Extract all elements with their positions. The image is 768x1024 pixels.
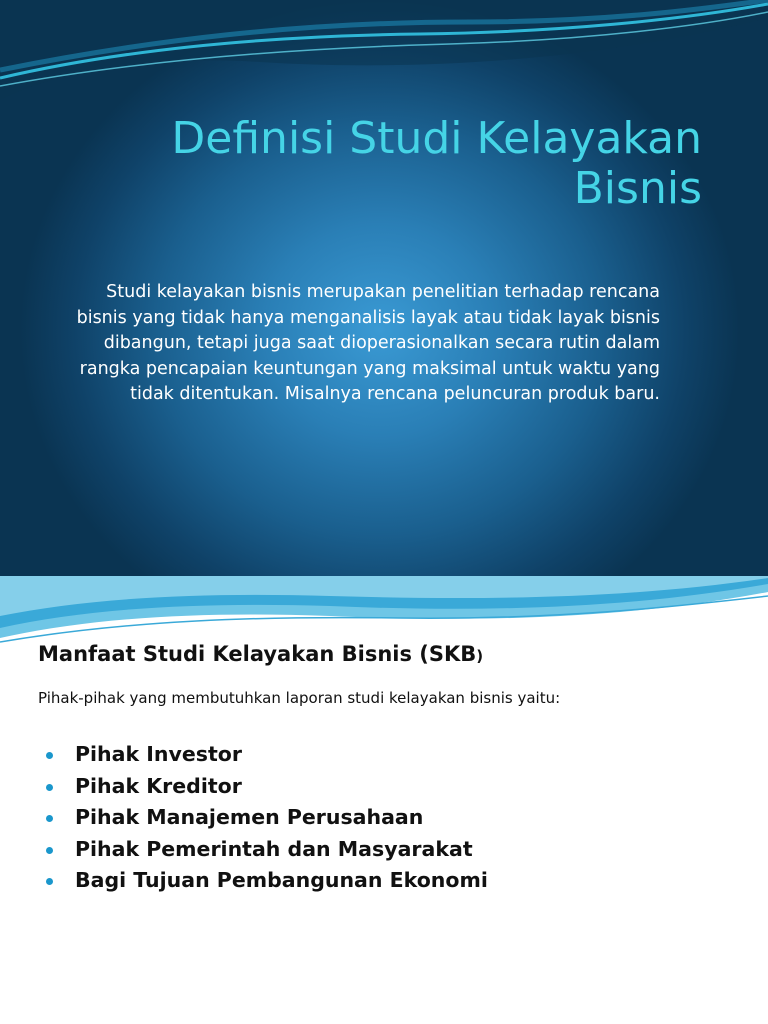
slide-2: [0, 576, 768, 1024]
slide-2-title-text: Manfaat Studi Kelayakan Bisnis (SKB: [38, 642, 477, 666]
bullet-icon: [46, 815, 53, 822]
slide-2-title-suffix: ): [476, 647, 484, 665]
list-item-label: Pihak Kreditor: [75, 773, 242, 798]
bullet-icon: [46, 784, 53, 791]
title-line-2: Bisnis: [573, 163, 702, 214]
list-item: [44, 739, 488, 771]
bullet-list: [44, 739, 488, 897]
slide-2-intro: Pihak-pihak yang membutuhkan laporan studi kelayakan bisnis yaitu:: [38, 689, 561, 707]
bullet-icon: [46, 847, 53, 854]
slide-2-title: [38, 642, 483, 666]
wave-decoration-header: [0, 576, 768, 646]
slide-1-title: [62, 114, 702, 214]
list-item: [44, 802, 488, 834]
bullet-icon: [46, 752, 53, 759]
list-item-label: Pihak Manajemen Perusahaan: [75, 805, 424, 829]
wave-decoration-top: [0, 0, 768, 120]
list-item-label: Bagi Tujuan Pembangunan Ekonomi: [75, 868, 488, 892]
list-item: [44, 771, 488, 803]
list-item-label: Pihak Pemerintah dan Masyarakat: [75, 836, 473, 861]
list-item: [44, 865, 488, 897]
list-item: [44, 834, 488, 866]
slide-1-body-text: Studi kelayakan bisnis merupakan penelitian terhadap rencana bisnis yang tidak hanya menganalisis layak atau tidak layak bisnis dibangun, tetapi juga saat dioperasionalkan secara rutin dalam rangka pencapaian keuntungan yang maksimal untuk waktu yang tidak ditentukan. Misalnya rencana peluncuran produk baru.: [76, 282, 660, 404]
bullet-icon: [46, 878, 53, 885]
title-line-1: Definisi Studi Kelayakan: [171, 113, 702, 164]
list-item-label: Pihak Investor: [75, 742, 242, 766]
